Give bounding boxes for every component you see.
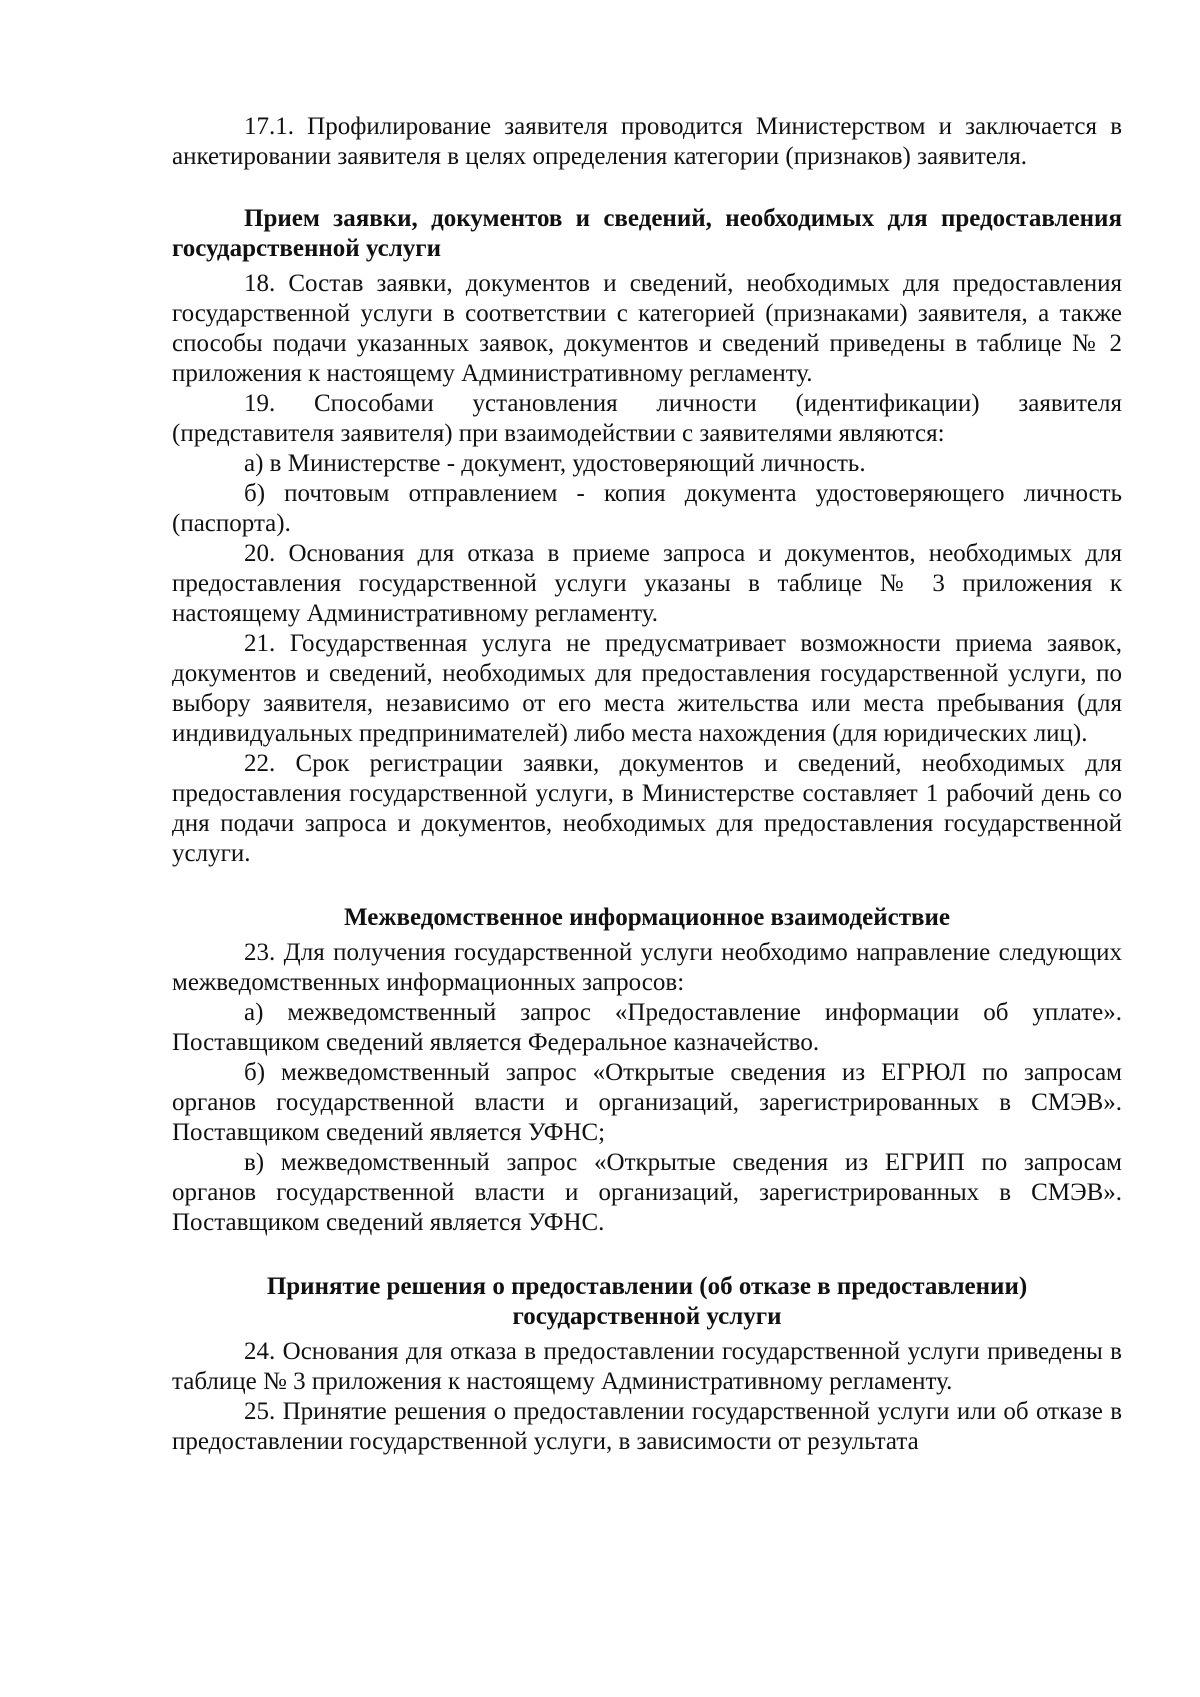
paragraph-24: 24. Основания для отказа в предоставлении государственной услуги приведены в таблице № 3 приложения к настоящему Административному регламенту. [172, 1338, 1122, 1395]
paragraph-19-b: б) почтовым отправлением - копия документа удостоверяющего личность (паспорта). [172, 480, 1122, 537]
paragraph-25: 25. Принятие решения о предоставлении государственной услуги или об отказе в предоставлении государственной услуги, в зависимости от результата [172, 1398, 1122, 1455]
paragraph-21: 21. Государственная услуга не предусматривает возможности приема заявок, документов и сведений, необходимых для предоставления государственной услуги, по выбору заявителя, независимо от его места жительства или места пребывания (для индивидуальных предпринимателей) либо места нахождения (для юридических лиц). [172, 630, 1122, 747]
heading-reception: Прием заявки, документов и сведений, необходимых для предоставления государственной услуги [172, 205, 1122, 262]
paragraph-19: 19. Способами установления личности (идентификации) заявителя (представителя заявителя) при взаимодействии с заявителями являются: [172, 390, 1122, 447]
heading-decision-line-2: государственной услуги [512, 1303, 782, 1330]
heading-decision-line-1: Принятие решения о предоставлении (об отказе в предоставлении) [266, 1273, 1028, 1300]
paragraph-23: 23. Для получения государственной услуги необходимо направление следующих межведомственных информационных запросов: [172, 939, 1122, 996]
paragraph-19-a: а) в Министерстве - документ, удостоверяющий личность. [244, 450, 866, 477]
paragraph-23-v: в) межведомственный запрос «Открытые сведения из ЕГРИП по запросам органов государственной власти и организаций, зарегистрированных в СМЭВ». Поставщиком сведений является УФНС. [172, 1149, 1122, 1236]
paragraph-22: 22. Срок регистрации заявки, документов и сведений, необходимых для предоставления государственной услуги, в Министерстве составляет 1 рабочий день со дня подачи запроса и документов, необходимых для предоставления государственной услуги. [172, 750, 1122, 867]
paragraph-18: 18. Состав заявки, документов и сведений, необходимых для предоставления государственной услуги в соответствии с категорией (признаками) заявителя, а также способы подачи указанных заявок, документов и сведений приведены в таблице № 2 приложения к настоящему Административному регламенту. [172, 270, 1122, 387]
paragraph-23-a: а) межведомственный запрос «Предоставление информации об уплате». Поставщиком сведений является Федеральное казначейство. [172, 999, 1122, 1056]
spacer [172, 172, 1122, 204]
document-page [172, 112, 1122, 1457]
paragraph-17-1: 17.1. Профилирование заявителя проводится Министерством и заключается в анкетировании заявителя в целях определения категории (признаков) заявителя. [172, 113, 1122, 170]
heading-interagency: Межведомственное информационное взаимодействие [344, 904, 950, 931]
paragraph-23-b: б) межведомственный запрос «Открытые сведения из ЕГРЮЛ по запросам органов государственной власти и организаций, зарегистрированных в СМЭВ». Поставщиком сведений является УФНС; [172, 1059, 1122, 1146]
spacer [172, 1238, 1122, 1272]
paragraph-20: 20. Основания для отказа в приеме запроса и документов, необходимых для предоставления государственной услуги указаны в таблице № 3 приложения к настоящему Административному регламенту. [172, 540, 1122, 627]
spacer [172, 869, 1122, 903]
